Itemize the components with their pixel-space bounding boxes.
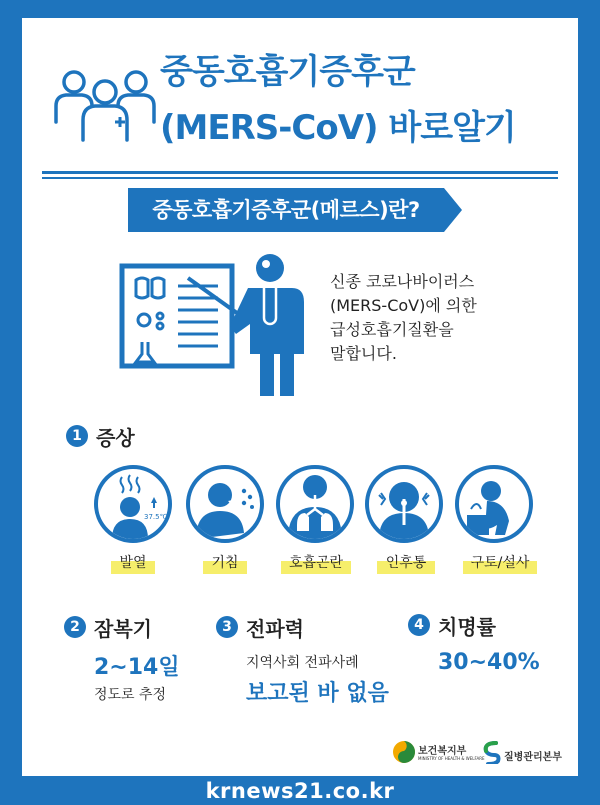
- intro-line: 급성호흡기질환을: [330, 320, 454, 339]
- number-badge: 3: [216, 616, 238, 638]
- sore-throat-icon: [365, 465, 443, 543]
- symptom-label: 호흡곤란: [281, 552, 351, 574]
- symptoms-heading: 증상: [96, 426, 135, 450]
- cough-icon: [186, 465, 264, 543]
- kcdc-logo-text: 질병관리본부: [504, 752, 562, 763]
- divider-thin: [42, 177, 558, 179]
- incubation-heading: 잠복기: [94, 617, 152, 641]
- symptom-label: 발열: [111, 552, 155, 574]
- ministry-logo-icon: [392, 740, 416, 764]
- symptom-label: 구토/설사: [463, 552, 537, 574]
- title-line1: 중동호흡기증후군: [160, 52, 415, 92]
- transmission-note: 지역사회 전파사례: [246, 655, 359, 671]
- ministry-logo-text: 보건복지부: [418, 746, 467, 757]
- fatality-value: 30~40%: [438, 650, 540, 675]
- divider: [42, 171, 558, 174]
- lungs-icon: [276, 465, 354, 543]
- number-badge: 1: [66, 425, 88, 447]
- symptom-label: 기침: [203, 552, 247, 574]
- intro-line: 말합니다.: [330, 344, 397, 363]
- kcdc-logo-icon: [480, 740, 502, 764]
- transmission-heading: 전파력: [246, 617, 304, 641]
- number-badge: 2: [64, 616, 86, 638]
- incubation-value: 2~14일: [94, 655, 180, 680]
- fever-temp: 37.5℃: [144, 513, 168, 521]
- intro-line: 신종 코로나바이러스: [330, 272, 475, 291]
- intro-text: [330, 270, 530, 366]
- doctor-chart-icon: [118, 248, 318, 398]
- fatality-heading: 치명률: [438, 615, 496, 639]
- banner-text: 중동호흡기증후군(메르스)란?: [152, 198, 420, 222]
- title-line2: (MERS-CoV) 바로알기: [160, 108, 516, 148]
- vomit-icon: [455, 465, 533, 543]
- watermark: krnews21.co.kr: [205, 779, 395, 803]
- intro-line: (MERS-CoV)에 의한: [330, 296, 477, 315]
- transmission-value: 보고된 바 없음: [246, 681, 389, 706]
- incubation-note: 정도로 추정: [94, 687, 167, 703]
- medical-staff-group-icon: [50, 62, 160, 142]
- symptom-label: 인후통: [377, 552, 435, 574]
- number-badge: 4: [408, 614, 430, 636]
- section-banner: [128, 188, 444, 232]
- fever-icon: [94, 465, 172, 543]
- ministry-logo-sub: MINISTRY OF HEALTH & WELFARE: [418, 756, 485, 761]
